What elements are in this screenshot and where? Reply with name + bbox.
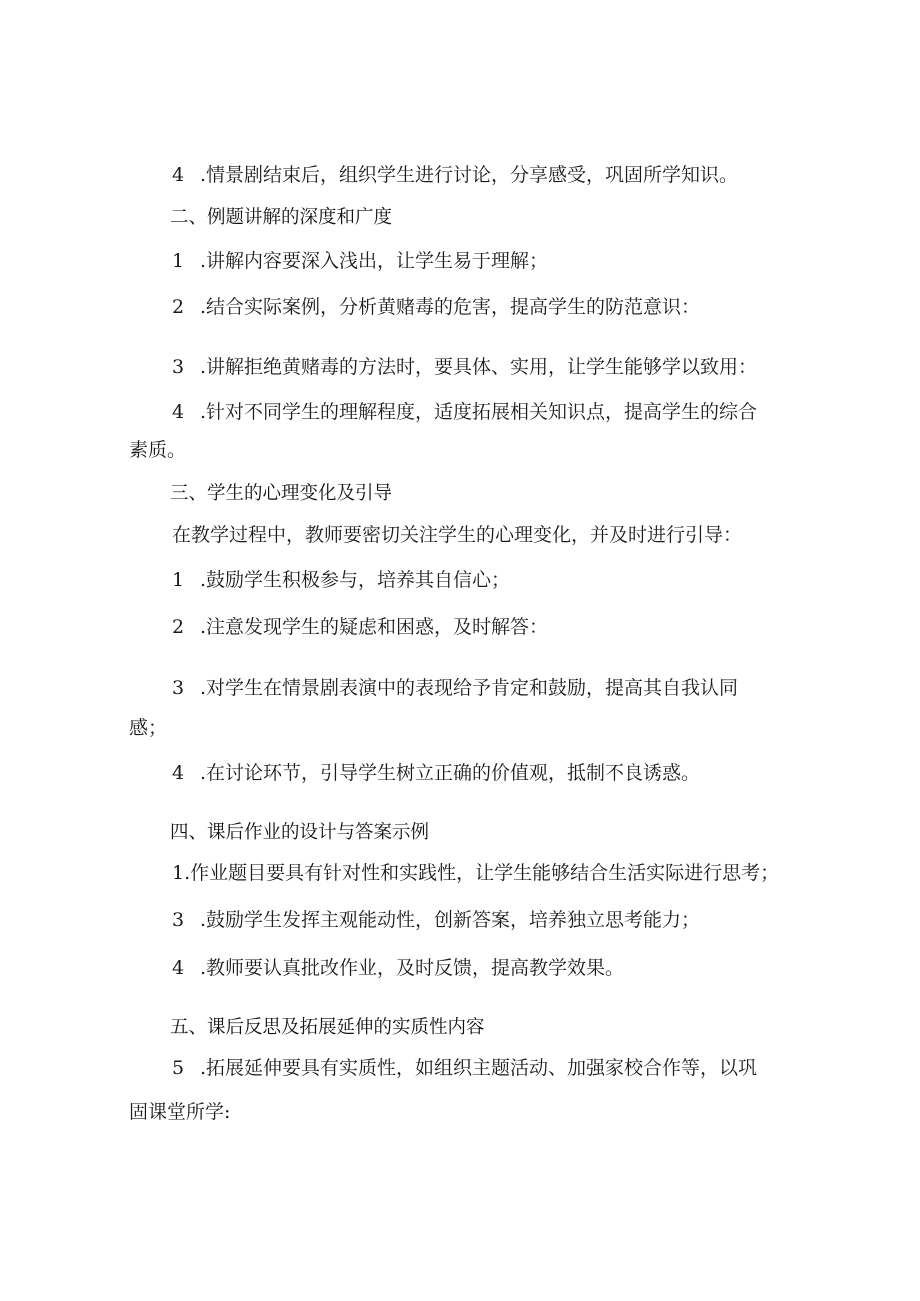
- list-number: 3: [172, 677, 185, 699]
- list-text: .对学生在情景剧表演中的表现给予肯定和鼓励，提高其自我认同: [200, 677, 739, 699]
- list-item-continuation: 固课堂所学:: [129, 1101, 231, 1123]
- list-item: [172, 1055, 757, 1081]
- section-heading: 五、课后反思及拓展延伸的实质性内容: [170, 1017, 485, 1038]
- section-heading: 四、课后作业的设计与答案示例: [170, 822, 430, 843]
- list-number: 2: [172, 296, 185, 318]
- list-number: 4: [172, 401, 185, 423]
- list-text: .针对不同学生的理解程度，适度拓展相关知识点，提高学生的综合: [200, 401, 758, 423]
- list-item: [172, 955, 624, 981]
- list-item: [172, 907, 700, 933]
- list-text: .在讨论环节，引导学生树立正确的价值观，抵制不良诱惑。: [200, 762, 701, 784]
- list-item: [172, 294, 700, 320]
- list-text: .情景剧结束后，组织学生进行讨论，分享感受，巩固所学知识。: [200, 164, 739, 186]
- section-heading: 三、学生的心理变化及引导: [170, 483, 393, 504]
- list-text: .鼓励学生发挥主观能动性，创新答案，培养独立思考能力；: [200, 909, 701, 931]
- list-item: [172, 567, 510, 593]
- list-text: .讲解内容要深入浅出，让学生易于理解；: [200, 250, 549, 272]
- list-number: 4: [172, 957, 185, 979]
- list-number: 1: [172, 250, 185, 272]
- list-number: 1: [172, 569, 185, 591]
- list-item: [172, 760, 700, 786]
- list-item: [172, 248, 548, 274]
- list-number: 3: [172, 356, 185, 378]
- list-number: 2: [172, 616, 185, 638]
- list-text: .讲解拒绝黄赌毒的方法时，要具体、实用，让学生能够学以致用：: [200, 356, 758, 378]
- list-text: .拓展延伸要具有实质性，如组织主题活动、加强家校合作等，以巩: [200, 1057, 758, 1079]
- list-number: 5: [172, 1057, 185, 1079]
- list-item: [172, 399, 757, 425]
- list-item: [172, 614, 548, 640]
- list-number: 4: [172, 164, 185, 186]
- paragraph: 在教学过程中，教师要密切关注学生的心理变化，并及时进行引导：: [172, 524, 743, 546]
- section-heading: 二、例题讲解的深度和广度: [170, 207, 393, 228]
- list-text: .注意发现学生的疑虑和困惑，及时解答：: [200, 616, 549, 638]
- list-item: [172, 675, 738, 701]
- list-item-continuation: 感；: [129, 717, 168, 739]
- list-number: 4: [172, 762, 185, 784]
- list-item-continuation: 素质。: [129, 439, 187, 461]
- list-text: .教师要认真批改作业，及时反馈，提高教学效果。: [200, 957, 625, 979]
- list-item: 1.作业题目要具有针对性和实践性，让学生能够结合生活实际进行思考；: [172, 862, 780, 884]
- list-text: .鼓励学生积极参与，培养其自信心；: [200, 569, 511, 591]
- list-text: .结合实际案例，分析黄赌毒的危害，提高学生的防范意识：: [200, 296, 701, 318]
- list-number: 3: [172, 909, 185, 931]
- list-item: [172, 354, 757, 380]
- list-item: [172, 162, 738, 188]
